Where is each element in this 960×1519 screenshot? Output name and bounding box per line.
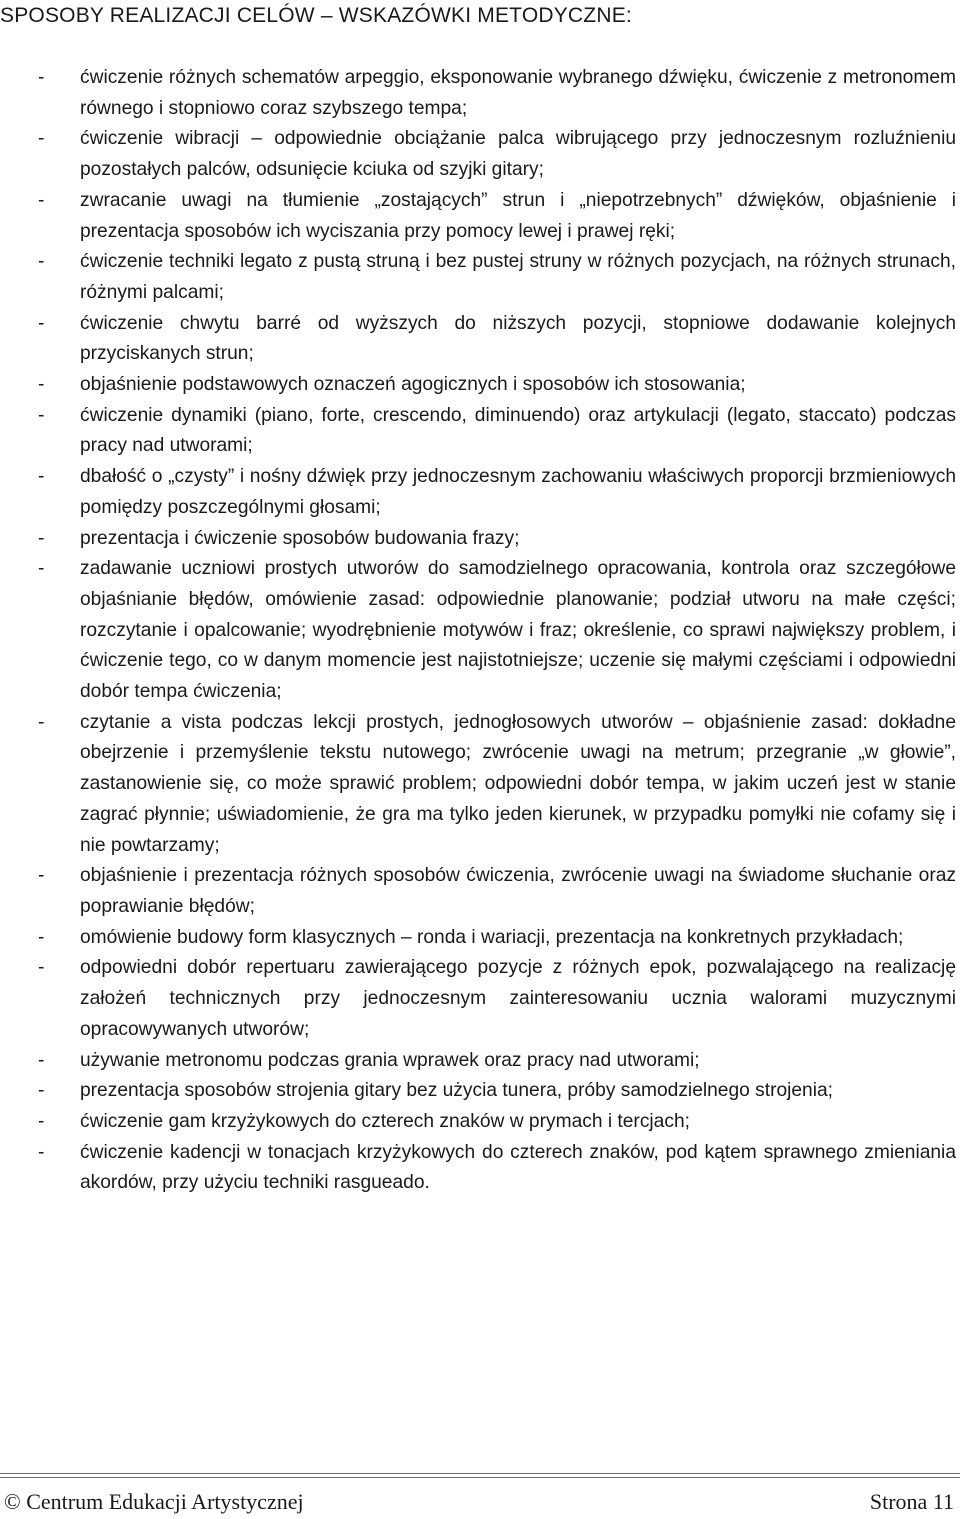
- list-bullet: -: [38, 251, 45, 273]
- list-item-text: ćwiczenie dynamiki (piano, forte, crescendo, diminuendo) oraz artykulacji (legato, staccato) podczas pracy nad utworami;: [80, 404, 956, 457]
- list-item-text: zwracanie uwagi na tłumienie „zostających” strun i „niepotrzebnych” dźwięków, objaśnienie i prezentacja sposobów ich wyciszania przy pomocy lewej i prawej ręki;: [80, 189, 956, 242]
- list-bullet: -: [38, 312, 45, 334]
- list-bullet: -: [38, 404, 45, 426]
- list-bullet: -: [38, 957, 45, 979]
- list-item: [38, 401, 956, 462]
- list-bullet: -: [38, 711, 45, 733]
- list-item-text: ćwiczenie gam krzyżykowych do czterech znaków w prymach i tercjach;: [80, 1110, 690, 1132]
- list-item-text: dbałość o „czysty” i nośny dźwięk przy jednoczesnym zachowaniu właściwych proporcji brzmieniowych pomiędzy poszczególnymi głosami;: [80, 466, 956, 518]
- list-item: [38, 309, 956, 370]
- list-bullet: -: [38, 926, 45, 948]
- list-item: [38, 186, 956, 247]
- list-item: [38, 1046, 956, 1077]
- list-item-text: używanie metronomu podczas grania wprawek oraz pracy nad utworami;: [80, 1049, 700, 1071]
- list-item-text: omówienie budowy form klasycznych – ronda i wariacji, prezentacja na konkretnych przykładach;: [80, 926, 904, 948]
- list-item: [38, 370, 956, 401]
- list-item-text: odpowiedni dobór repertuaru zawierającego pozycje z różnych epok, pozwalającego na realizację założeń technicznych przy jednoczesnym zainteresowaniu ucznia walorami muzycznymi opracowywanych utworów;: [80, 957, 956, 1040]
- list-item-text: objaśnienie i prezentacja różnych sposobów ćwiczenia, zwrócenie uwagi na świadome słuchanie oraz poprawianie błędów;: [80, 865, 956, 917]
- list-item-text: ćwiczenie techniki legato z pustą struną i bez pustej struny w różnych pozycjach, na różnych strunach, różnymi palcami;: [80, 251, 956, 303]
- footer-copyright: © Centrum Edukacji Artystycznej: [4, 1489, 304, 1514]
- list-item-text: objaśnienie podstawowych oznaczeń agogicznych i sposobów ich stosowania;: [80, 374, 746, 396]
- list-bullet: -: [38, 865, 45, 887]
- list-item: [38, 524, 956, 555]
- list-item: [38, 63, 956, 124]
- list-bullet: -: [38, 374, 45, 396]
- list-item-text: ćwiczenie różnych schematów arpeggio, eksponowanie wybranego dźwięku, ćwiczenie z metronomem równego i stopniowo coraz szybszego tempa;: [80, 67, 956, 119]
- footer-divider: [0, 1473, 960, 1474]
- list-item: [38, 247, 956, 308]
- page-title: SPOSOBY REALIZACJI CELÓW – WSKAZÓWKI METODYCZNE:: [0, 4, 632, 27]
- list-bullet: -: [38, 1080, 45, 1102]
- list-bullet: -: [38, 558, 45, 580]
- list-item: [38, 923, 956, 954]
- list-bullet: -: [38, 466, 45, 488]
- list-item: [38, 124, 956, 185]
- footer-divider: [0, 1477, 960, 1478]
- list-item-text: ćwiczenie kadencji w tonacjach krzyżykowych do czterech znaków, pod kątem sprawnego zmieniania akordów, przy użyciu techniki rasgueado.: [80, 1141, 956, 1194]
- list-bullet: -: [38, 1110, 45, 1132]
- methods-list: [38, 63, 956, 1199]
- list-item: [38, 554, 956, 708]
- list-item-text: zadawanie uczniowi prostych utworów do samodzielnego opracowania, kontrola oraz szczegółowe objaśnianie błędów, omówienie zasad: odpowiednie planowanie; podział utworu na małe części; rozczytanie i opalcowanie; wyodrębnienie motywów i fraz; określenie, co sprawi największy problem, i ćwiczenie tego, co w danym momencie jest najistotniejsze; uczenie się małymi częściami i odpowiedni dobór tempa ćwiczenia;: [80, 558, 956, 703]
- list-bullet: -: [38, 67, 45, 88]
- list-item: [38, 1138, 956, 1199]
- list-item: [38, 1107, 956, 1138]
- list-bullet: -: [38, 128, 45, 150]
- list-item-text: prezentacja i ćwiczenie sposobów budowania frazy;: [80, 527, 520, 549]
- list-item-text: czytanie a vista podczas lekcji prostych, jednogłosowych utworów – objaśnienie zasad: dokładne obejrzenie i przemyślenie tekstu nutowego; zwrócenie uwagi na metrum; przegranie „w głowie”, zastanowienie się, co może sprawić problem; odpowiedni dobór tempa, w jakim uczeń jest w stanie zagrać płynnie; uświadomienie, że gra ma tylko jeden kierunek, w przypadku pomyłki nie cofamy się i nie powtarzamy;: [80, 711, 956, 856]
- list-item: [38, 953, 956, 1045]
- list-item: [38, 861, 956, 922]
- list-bullet: -: [38, 189, 45, 211]
- list-bullet: -: [38, 1141, 45, 1163]
- list-item-text: ćwiczenie chwytu barré od wyższych do niższych pozycji, stopniowe dodawanie kolejnych przyciskanych strun;: [80, 312, 956, 365]
- list-item: [38, 708, 956, 862]
- list-item-text: ćwiczenie wibracji – odpowiednie obciążanie palca wibrującego przy jednoczesnym rozluźnieniu pozostałych palców, odsunięcie kciuka od szyjki gitary;: [80, 128, 956, 181]
- list-item: [38, 1076, 956, 1107]
- list-bullet: -: [38, 527, 45, 549]
- list-bullet: -: [38, 1049, 45, 1071]
- page-number: Strona 11: [869, 1489, 954, 1514]
- list-item: [38, 462, 956, 523]
- list-item-text: prezentacja sposobów strojenia gitary bez użycia tunera, próby samodzielnego strojenia;: [80, 1080, 833, 1102]
